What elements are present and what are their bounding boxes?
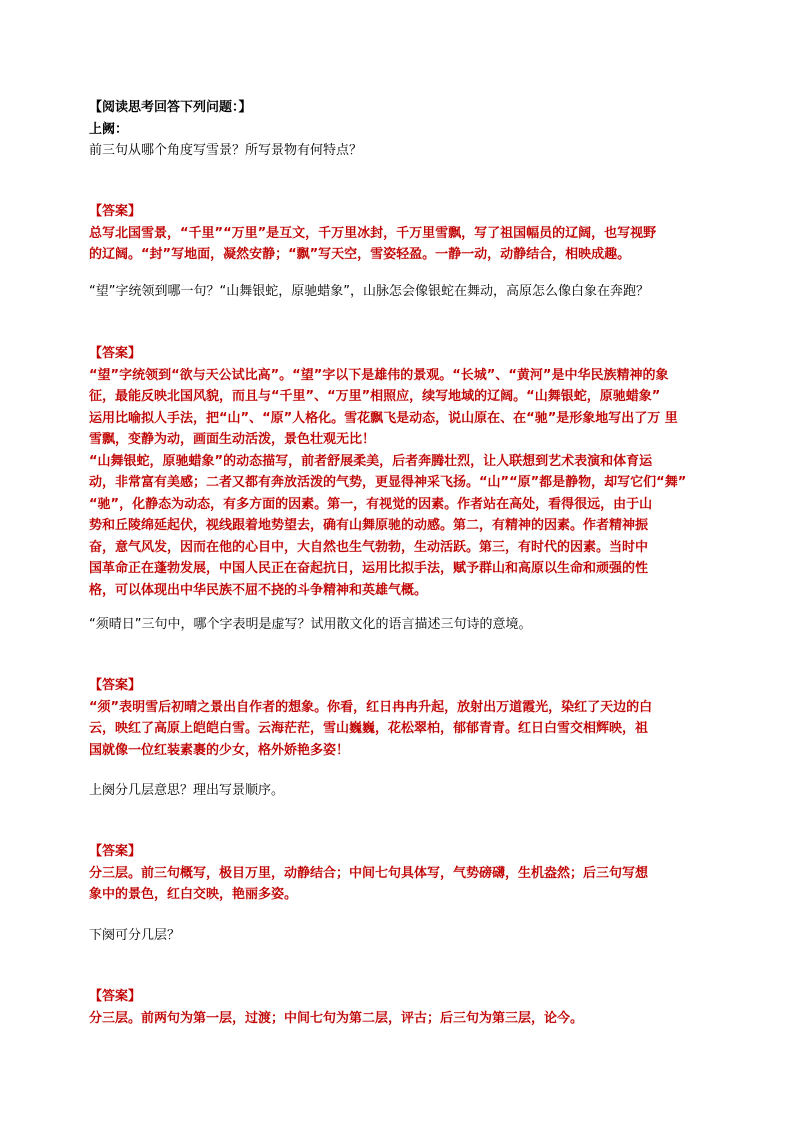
answer-line: 奋，意气风发，因而在他的心目中，大自然也生气勃勃，生动活跃。第三，有时代的因素。当时中 (89, 539, 649, 555)
answer-line: 总写北国雪景，“千里”“万里”是互文，千万里冰封，千万里雪飘，写了祖国幅员的辽阔，也写视野 (89, 225, 657, 241)
answer-label: 【答案】 (89, 844, 142, 859)
question-1: 前三句从哪个角度写雪景？所写景物有何特点？ (89, 143, 363, 158)
question-block-4 (89, 780, 711, 802)
answer-line: 征，最能反映北国风貌，而且与“千里”、“万里”相照应，续写地域的辽阔。“山舞银蛇，原驰蜡象” (89, 389, 661, 404)
answer-block-4 (89, 841, 711, 906)
answer-line: 分三层。前三句概写，极目万里，动静结合；中间七句具体写，气势磅礴，生机盎然；后三句写想 (89, 865, 649, 881)
question-block-5 (89, 925, 711, 947)
answer-line: 雪飘，变静为动，画面生动活泼，景色壮观无比！ (89, 432, 376, 447)
answer-line: 分三层。前两句为第一层，过渡；中间七句为第二层，评古；后三句为第三层，论今。 (89, 1010, 584, 1026)
section-title: 【阅读思考回答下列问题：】 (89, 100, 252, 115)
answer-block-5 (89, 986, 711, 1029)
answer-label: 【答案】 (89, 346, 142, 361)
question-3: “须晴日”三句中，哪个字表明是虚写？试用散文化的语言描述三句诗的意境。 (89, 617, 532, 632)
answer-line: 象中的景色，红白交映，艳丽多姿。 (89, 887, 298, 902)
question-block-3 (89, 614, 711, 636)
reading-header (89, 97, 711, 162)
question-2: “望”字统领到哪一句？“山舞银蛇，原驰蜡象”，山脉怎会像银蛇在舞动，高原怎么像白象在奔跑？ (89, 284, 649, 299)
answer-line: 的辽阔。“封”写地面，凝然安静；“飘”写天空，雪姿轻盈。一静一动，动静结合，相映成趣。 (89, 247, 631, 262)
answer-line: “山舞银蛇，原驰蜡象”的动态描写，前者舒展柔美，后者奔腾壮烈，让人联想到艺术表演和体育运 (89, 453, 653, 469)
question-4: 上阕分几层意思？理出写景顺序。 (89, 783, 285, 798)
answer-block-2 (89, 343, 711, 601)
answer-line: 格，可以体现出中华民族不屈不挠的斗争精神和英雄气概。 (89, 582, 428, 598)
answer-block-3 (89, 675, 711, 761)
answer-line: 云，映红了高原上皑皑白雪。云海茫茫，雪山巍巍，花松翠柏，郁郁青青。红日白雪交相辉映，祖 (89, 721, 649, 736)
answer-label: 【答案】 (89, 678, 142, 693)
answer-line: 国革命正在蓬勃发展，中国人民正在奋起抗日，运用比拟手法，赋予群山和高原以生命和顽强的性 (89, 561, 649, 576)
answer-label: 【答案】 (89, 204, 142, 219)
answer-line: 动，非常富有美感；二者又都有奔放活泼的气势，更显得神采飞扬。“山”“原”都是静物，却写它们“舞” (89, 475, 687, 490)
answer-line: “望”字统领到“欲与天公试比高”。“望”字以下是雄伟的景观。“长城”、“黄河”是中华民族精神的象 (89, 367, 669, 383)
answer-line: “驰”，化静态为动态，有多方面的因素。第一，有视觉的因素。作者站在高处，看得很远，由于山 (89, 496, 653, 512)
answer-line: 国就像一位红装素裹的少女，格外娇艳多姿！ (89, 742, 350, 758)
section-subtitle: 上阙： (89, 121, 129, 137)
answer-line: 势和丘陵绵延起伏，视线跟着地势望去，确有山舞原驰的动感。第二，有精神的因素。作者精神振 (89, 518, 649, 533)
answer-line: “须”表明雪后初晴之景出自作者的想象。你看，红日冉冉升起，放射出万道霞光，染红了天边的白 (89, 699, 653, 715)
answer-line: 运用比喻拟人手法，把“山”、“原”人格化。雪花飘飞是动态，说山原在、在“驰”是形象地写出了万 里 (89, 410, 678, 426)
answer-label: 【答案】 (89, 989, 142, 1004)
question-block-2 (89, 281, 711, 303)
answer-block-1 (89, 201, 711, 266)
question-5: 下阕可分几层？ (89, 928, 181, 943)
